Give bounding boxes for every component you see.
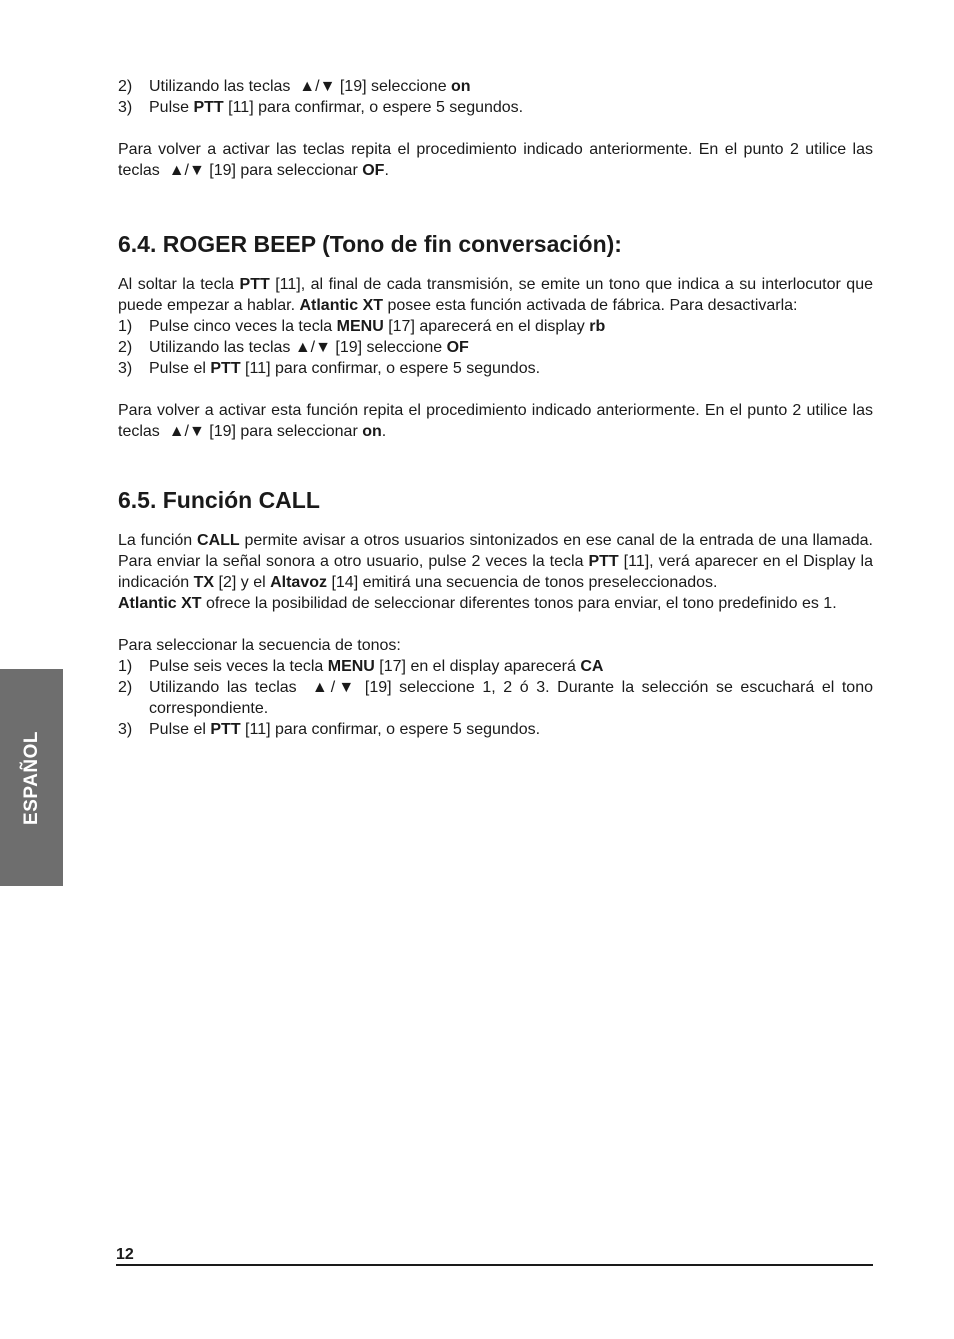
list-item [118,97,873,118]
list-number: 2) [118,78,133,95]
section-heading: 6.5. Función CALL [118,487,320,513]
list-number: 1) [118,658,133,675]
list-item [118,316,873,337]
list-item [118,337,873,358]
paragraph: Al soltar la tecla PTT [11], al final de cada transmisión, se emite un tono que indica a su interlocutor que puede empezar a hablar. Atlantic XT posee esta función activada de fábrica. Para desactivarla: [118,276,874,314]
section-heading: 6.4. ROGER BEEP (Tono de fin conversación): [118,231,622,257]
list-text: Pulse el PTT [11] para confirmar, o espere 5 segundos. [149,360,541,377]
paragraph: Para volver a activar las teclas repita el procedimiento indicado anteriormente. En el punto 2 utilice las teclas ▲/▼ [19] para seleccionar OF. [118,141,873,179]
list-number: 1) [118,318,133,335]
paragraph: La función CALL permite avisar a otros usuarios sintonizados en ese canal de la entrada de una llamada. Para enviar la señal sonora a otro usuario, pulse 2 veces la tecla PTT [11], verá aparecer en el Display la indicación TX [2] y el Altavoz [14] emitirá una secuencia de tonos preseleccionados. [118,532,874,591]
list-item [118,358,873,379]
list-text: Utilizando las teclas ▲/▼ [19] seleccione on [149,78,471,95]
list-number: 3) [118,99,133,116]
list-item [118,656,873,677]
footer-divider [116,1264,873,1266]
page-body [118,76,873,740]
paragraph: Para volver a activar esta función repita el procedimiento indicado anteriormente. En el punto 2 utilice las teclas ▲/▼ [19] para seleccionar on. [118,402,873,440]
language-label: ESPAÑOL [20,730,42,825]
page-number: 12 [116,1246,134,1263]
list-text: Pulse cinco veces la tecla MENU [17] aparecerá en el display rb [149,318,606,335]
list-number: 2) [118,339,133,356]
list-text: Utilizando las teclas ▲/▼ [19] seleccione 1, 2 ó 3. Durante la selección se escuchará el tono correspondiente. [149,679,873,717]
list-item [118,76,873,97]
language-side-tab [0,669,63,886]
list-text: Pulse PTT [11] para confirmar, o espere 5 segundos. [149,99,524,116]
list-text: Utilizando las teclas ▲/▼ [19] seleccione OF [149,339,469,356]
paragraph: Para seleccionar la secuencia de tonos: [118,637,401,654]
list-item [118,677,873,719]
paragraph: Atlantic XT ofrece la posibilidad de seleccionar diferentes tonos para enviar, el tono predefinido es 1. [118,595,837,612]
list-number: 3) [118,360,133,377]
list-text: Pulse seis veces la tecla MENU [17] en el display aparecerá CA [149,658,604,675]
list-number: 3) [118,721,133,738]
list-number: 2) [118,679,133,696]
list-item [118,719,873,740]
list-text: Pulse el PTT [11] para confirmar, o espere 5 segundos. [149,721,541,738]
